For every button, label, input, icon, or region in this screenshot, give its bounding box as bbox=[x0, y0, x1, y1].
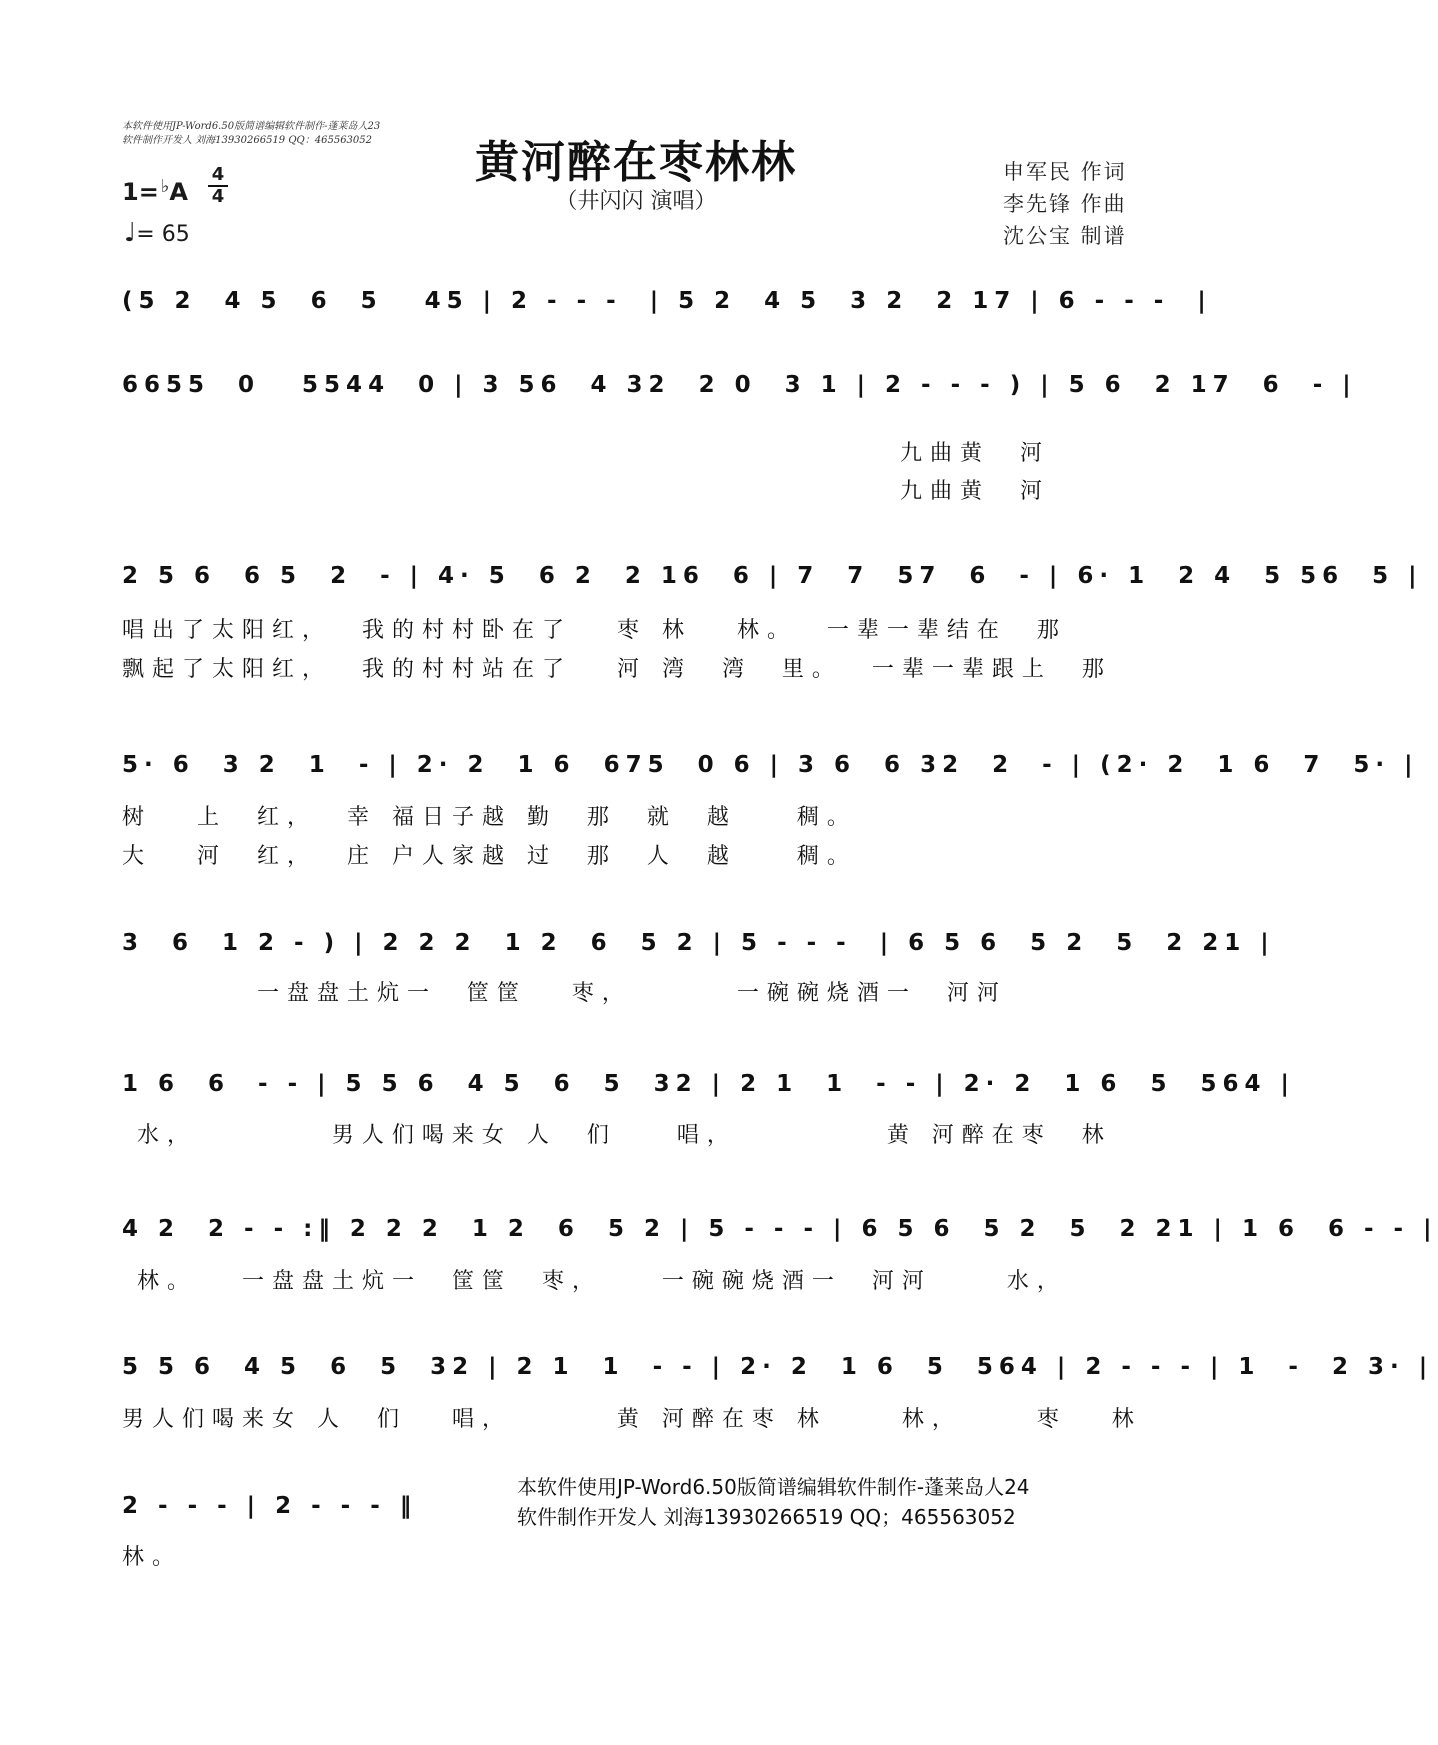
lyric-line-9: 林。 bbox=[122, 1545, 183, 1570]
score-line-1: (5 2 4 5 6 5 45 | 2 - - - | 5 2 4 5 3 2 2 17 | 6 - - - | bbox=[122, 288, 1212, 314]
score-line-4: 5· 6 3 2 1 - | 2· 2 1 6 675 0 6 | 3 6 6 32 2 - | (2· 2 1 6 7 5· | bbox=[122, 752, 1419, 778]
time-signature-top: 4 bbox=[211, 164, 225, 185]
score-line-3: 2 5 6 6 5 2 - | 4· 5 6 2 2 16 6 | 7 7 57 6 - | 6· 1 2 4 5 56 5 | bbox=[122, 563, 1423, 589]
quarter-note-icon: ♩ bbox=[124, 218, 137, 248]
lyric-line-2a: 九曲黄 河 bbox=[900, 441, 1050, 466]
watermark-bottom-line-1: 本软件使用JP-Word6.50版简谱编辑软件制作-蓬莱岛人24 bbox=[517, 1475, 1030, 1499]
lyric-line-3a: 唱出了太阳红， 我的村村卧在了 枣 林 林。 一辈一辈结在 那 bbox=[122, 618, 1067, 643]
lyric-line-4b: 大 河 红， 庄 户人家越 过 那 人 越 稠。 bbox=[122, 844, 857, 869]
lyric-line-2b: 九曲黄 河 bbox=[900, 479, 1050, 504]
score-line-8: 5 5 6 4 5 6 5 32 | 2 1 1 - - | 2· 2 1 6 5 564 | 2 - - - | 1 - 2 3· | bbox=[122, 1354, 1434, 1380]
lyric-line-7: 林。 一盘盘土炕一 筐筐 枣， 一碗碗烧酒一 河河 水， bbox=[122, 1269, 1067, 1294]
watermark-top-line-2: 软件制作开发人 刘海13930266519 QQ：465563052 bbox=[122, 135, 372, 146]
score-line-9: 2 - - - | 2 - - - ‖ bbox=[122, 1493, 418, 1519]
score-line-6: 1 6 6 - - | 5 5 6 4 5 6 5 32 | 2 1 1 - - | 2· 2 1 6 5 564 | bbox=[122, 1071, 1295, 1097]
arranger-credit: 沈公宝 制谱 bbox=[1003, 224, 1127, 248]
tempo-value: = 65 bbox=[136, 222, 190, 247]
key-prefix: 1= bbox=[122, 178, 159, 206]
time-signature bbox=[208, 166, 228, 206]
score-line-2: 6655 0 5544 0 | 3 56 4 32 2 0 3 1 | 2 - - - ) | 5 6 2 17 6 - | bbox=[122, 372, 1357, 398]
key-signature bbox=[122, 176, 188, 206]
singer-credit: （井闪闪 演唱） bbox=[555, 189, 717, 214]
composer-credit: 李先锋 作曲 bbox=[1003, 192, 1127, 216]
lyric-line-6: 水， 男人们喝来女 人 们 唱， 黄 河醉在枣 林 bbox=[122, 1123, 1112, 1148]
time-signature-bottom: 4 bbox=[211, 186, 225, 207]
lyric-line-4a: 树 上 红， 幸 福日子越 勤 那 就 越 稠。 bbox=[122, 805, 857, 830]
lyric-line-8: 男人们喝来女 人 们 唱， 黄 河醉在枣 林 林， 枣 林 bbox=[122, 1407, 1142, 1432]
lyric-line-5: 一盘盘土炕一 筐筐 枣， 一碗碗烧酒一 河河 bbox=[122, 981, 1007, 1006]
key-note: A bbox=[169, 178, 188, 206]
score-line-5: 3 6 1 2 - ) | 2 2 2 1 2 6 5 2 | 5 - - - | 6 5 6 5 2 5 2 21 | bbox=[122, 930, 1275, 956]
song-title: 黄河醉在枣林林 bbox=[475, 137, 797, 188]
watermark-bottom-line-2: 软件制作开发人 刘海13930266519 QQ；465563052 bbox=[517, 1505, 1016, 1529]
lyric-line-3b: 飘起了太阳红， 我的村村站在了 河 湾 湾 里。 一辈一辈跟上 那 bbox=[122, 657, 1112, 682]
credits-block bbox=[1003, 156, 1127, 252]
lyricist-credit: 申军民 作词 bbox=[1003, 160, 1127, 184]
flat-icon: ♭ bbox=[160, 176, 170, 197]
watermark-bottom bbox=[517, 1472, 1030, 1532]
watermark-top-line-1: 本软件使用JP-Word6.50版简谱编辑软件制作-蓬莱岛人23 bbox=[122, 121, 381, 132]
tempo-marking bbox=[124, 218, 190, 248]
score-line-7: 4 2 2 - - :‖ 2 2 2 1 2 6 5 2 | 5 - - - | 6 5 6 5 2 5 2 21 | 1 6 6 - - | bbox=[122, 1216, 1438, 1242]
